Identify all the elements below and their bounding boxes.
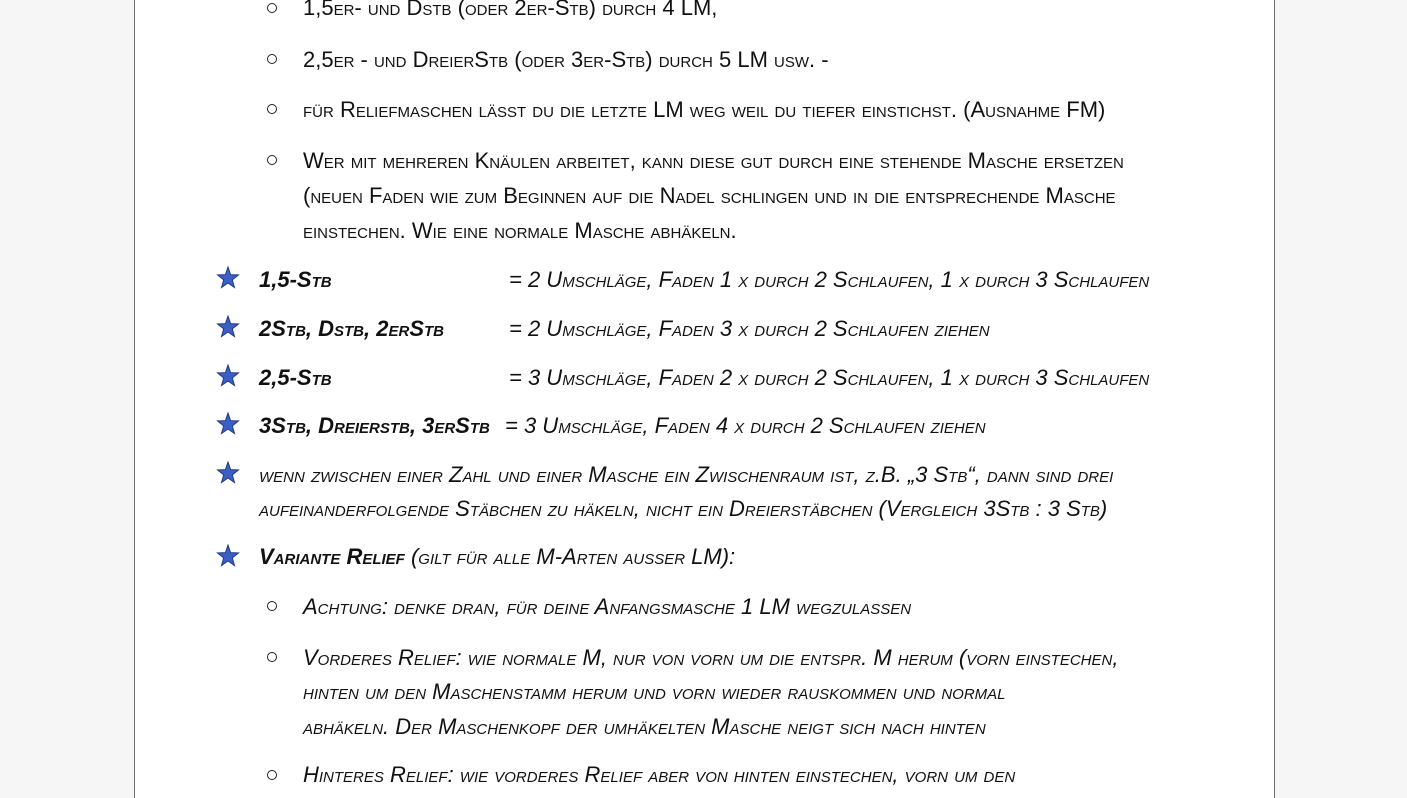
circle-bullet-icon (267, 54, 277, 64)
star-bullet-icon (216, 364, 240, 388)
variant-subtitle: (gilt für alle M-Arten ausser LM): (404, 544, 736, 569)
variant-title: Variante Relief (259, 544, 405, 569)
definition-text: = 2 Umschläge, Faden 3 x durch 2 Schlaufen ziehen (509, 316, 990, 341)
star-bullet-icon (216, 266, 240, 290)
list-item: Achtung: denke dran, für deine Anfangsmasche 1 LM wegzulassen (303, 594, 912, 619)
list-item-line: abhäkeln. Der Maschenkopf der umhäkelten Masche neigt sich nach hinten (303, 714, 986, 739)
list-item: für Reliefmaschen lässt du die letzte LM weg weil du tiefer einstichst. (Ausnahme FM) (303, 97, 1106, 122)
variant-heading (259, 540, 735, 574)
list-item-line: Wer mit mehreren Knäulen arbeitet, kann diese gut durch eine stehende Masche ersetzen (303, 148, 1124, 173)
note-line: wenn zwischen einer Zahl und einer Masche ein Zwischenraum ist, z.B. „3 Stb“, dann sind drei (259, 462, 1114, 487)
list-item: 1,5er- und Dstb (oder 2er-Stb) durch 4 LM, (303, 0, 718, 20)
star-bullet-icon (216, 461, 240, 485)
list-item-line: Vorderes Relief: wie normale M, nur von vorn um die entspr. M herum (vorn einstechen, (303, 645, 1119, 670)
circle-bullet-icon (267, 104, 277, 114)
list-item-line: (neuen Faden wie zum Beginnen auf die Nadel schlingen und in die entsprechende Masche (303, 183, 1116, 208)
star-bullet-icon (216, 544, 240, 568)
list-item: 2,5er - und DreierStb (oder 3er-Stb) durch 5 LM usw. - (303, 47, 829, 72)
definition-term: 2Stb, Dstb, 2erStb (259, 316, 444, 341)
definition-text: = 2 Umschläge, Faden 1 x durch 2 Schlaufen, 1 x durch 3 Schlaufen (509, 267, 1150, 292)
list-item-line: einstechen. Wie eine normale Masche abhäkeln. (303, 218, 737, 243)
definition-text: = 3 Umschläge, Faden 2 x durch 2 Schlaufen, 1 x durch 3 Schlaufen (509, 365, 1150, 390)
circle-bullet-icon (267, 770, 277, 780)
note-line: aufeinanderfolgende Stäbchen zu häkeln, nicht ein Dreierstäbchen (Vergleich 3Stb : 3 Stb) (259, 496, 1108, 521)
star-bullet-icon (216, 315, 240, 339)
list-item: Hinteres Relief: wie vorderes Relief aber von hinten einstechen, vorn um den (303, 762, 1016, 787)
definition-term: 2,5-Stb (259, 365, 332, 390)
definition-text: = 3 Umschläge, Faden 4 x durch 2 Schlaufen ziehen (505, 413, 986, 438)
definition-term: 3Stb, Dreierstb, 3erStb (259, 413, 490, 438)
definition-term: 1,5-Stb (259, 267, 332, 292)
circle-bullet-icon (267, 652, 277, 662)
circle-bullet-icon (267, 601, 277, 611)
star-bullet-icon (216, 412, 240, 436)
circle-bullet-icon (267, 155, 277, 165)
list-item-line: hinten um den Maschenstamm herum und vorn wieder rauskommen und normal (303, 679, 1006, 704)
document-page (134, 0, 1275, 798)
circle-bullet-icon (267, 3, 277, 13)
